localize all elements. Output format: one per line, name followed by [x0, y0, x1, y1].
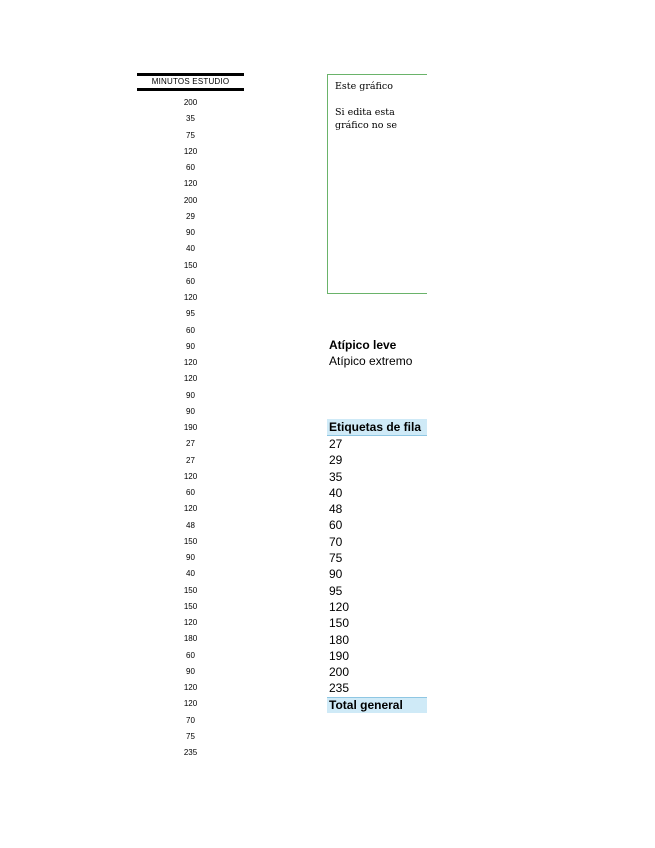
pivot-row[interactable]: 27: [329, 437, 343, 451]
cell-value[interactable]: 120: [183, 699, 198, 709]
chart-placeholder-line: Este gráfico: [335, 81, 393, 92]
cell-value[interactable]: 120: [183, 504, 198, 514]
cell-value[interactable]: 90: [186, 553, 195, 562]
pivot-row[interactable]: 48: [329, 502, 343, 517]
pivot-header[interactable]: Etiquetas de fila: [327, 419, 427, 436]
cell-value[interactable]: 150: [183, 536, 198, 546]
cell-value[interactable]: 70: [186, 715, 195, 725]
cell-value[interactable]: 120: [183, 358, 198, 367]
pivot-row[interactable]: 180: [329, 632, 350, 647]
cell-value[interactable]: 150: [183, 260, 198, 270]
cell-value[interactable]: 190: [183, 423, 198, 432]
cell-value[interactable]: 120: [183, 179, 198, 189]
pivot-row[interactable]: 75: [329, 551, 343, 566]
cell-value[interactable]: 120: [183, 683, 198, 692]
chart-placeholder-line: gráfico no se: [335, 120, 398, 131]
column-values: [137, 95, 244, 761]
pivot-row[interactable]: 29: [329, 453, 343, 468]
pivot-row[interactable]: 235: [329, 681, 350, 696]
cell-value[interactable]: 120: [183, 146, 198, 156]
cell-value[interactable]: 35: [186, 114, 195, 124]
cell-value[interactable]: 90: [186, 228, 195, 237]
cell-value[interactable]: 120: [183, 293, 198, 302]
pivot-row[interactable]: 60: [329, 518, 343, 533]
cell-value[interactable]: 120: [183, 618, 198, 627]
pivot-total-row[interactable]: Total general: [327, 697, 427, 713]
cell-value[interactable]: 200: [183, 195, 198, 205]
pivot-row[interactable]: 150: [329, 616, 350, 631]
cell-value[interactable]: 90: [186, 666, 195, 676]
chart-placeholder-line: [328, 93, 427, 106]
cell-value[interactable]: 200: [183, 98, 198, 107]
atipicos-labels: [329, 337, 427, 369]
cell-value[interactable]: 40: [186, 244, 195, 254]
pivot-row[interactable]: 95: [329, 583, 343, 598]
chart-placeholder[interactable]: [327, 74, 427, 294]
cell-value[interactable]: 180: [183, 634, 198, 644]
cell-value[interactable]: 75: [186, 731, 195, 741]
cell-value[interactable]: 48: [186, 520, 195, 530]
cell-value[interactable]: 40: [186, 569, 195, 579]
cell-value[interactable]: 235: [183, 748, 198, 757]
pivot-row[interactable]: 40: [329, 485, 343, 500]
cell-value[interactable]: 60: [186, 488, 195, 497]
cell-value[interactable]: 27: [186, 439, 195, 449]
pivot-row[interactable]: 120: [329, 599, 350, 614]
pivot-row[interactable]: 200: [329, 665, 350, 680]
pivot-table: [327, 419, 427, 713]
cell-value[interactable]: 95: [186, 309, 195, 319]
column-header[interactable]: MINUTOS ESTUDIO: [137, 73, 244, 91]
atipico-leve-label[interactable]: Atípico leve: [329, 338, 397, 352]
minutos-estudio-column: [137, 73, 244, 761]
pivot-row[interactable]: 70: [329, 534, 343, 549]
chart-placeholder-line: Si edita esta: [335, 107, 395, 118]
cell-value[interactable]: 60: [186, 650, 195, 660]
atipico-extremo-label[interactable]: Atípico extremo: [329, 354, 413, 368]
cell-value[interactable]: 75: [186, 130, 195, 140]
cell-value[interactable]: 120: [183, 471, 198, 481]
cell-value[interactable]: 90: [186, 341, 195, 351]
cell-value[interactable]: 27: [186, 455, 195, 465]
cell-value[interactable]: 60: [186, 276, 195, 286]
cell-value[interactable]: 150: [183, 601, 198, 611]
cell-value[interactable]: 60: [186, 325, 195, 335]
pivot-row[interactable]: 190: [329, 648, 350, 663]
cell-value[interactable]: 120: [183, 374, 198, 384]
pivot-row[interactable]: 90: [329, 567, 343, 582]
cell-value[interactable]: 29: [186, 211, 195, 221]
cell-value[interactable]: 150: [183, 585, 198, 595]
cell-value[interactable]: 90: [186, 390, 195, 400]
cell-value[interactable]: 90: [186, 406, 195, 416]
pivot-row[interactable]: 35: [329, 469, 343, 484]
cell-value[interactable]: 60: [186, 163, 195, 172]
